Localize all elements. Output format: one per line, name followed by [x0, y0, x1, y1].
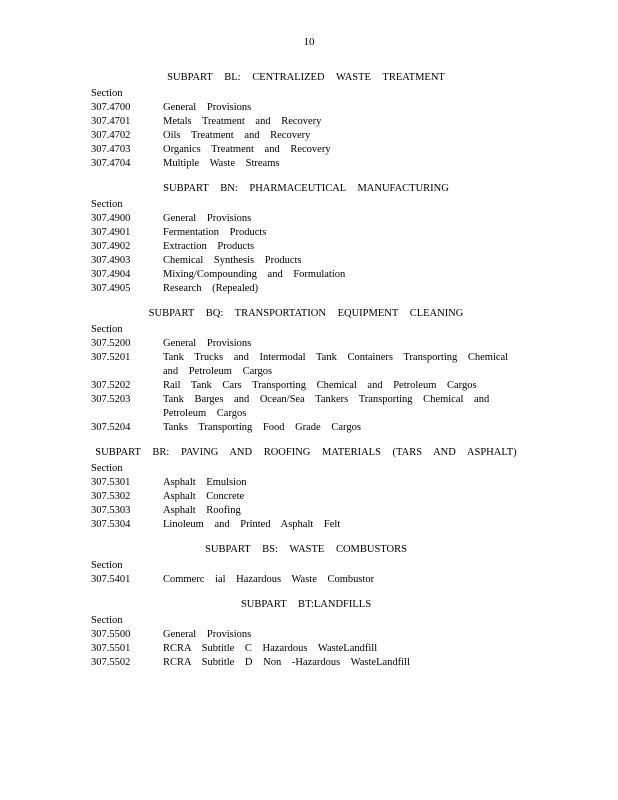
page-number: 10 [303, 36, 315, 48]
section-entry [91, 476, 521, 490]
section-entry [91, 393, 521, 421]
section-label: Section [91, 615, 123, 626]
section-number: 307.5401 [91, 574, 131, 585]
section-number: 307.4702 [91, 130, 131, 141]
section-number: 307.5201 [91, 352, 131, 363]
section-entry [91, 282, 521, 296]
section-number: 307.4903 [91, 255, 131, 266]
section-title: Tank Trucks and Intermodal Tank Containers Transporting Chemical and Petroleum Cargos [163, 352, 509, 377]
section-title: Extraction Products [163, 241, 255, 252]
section-number: 307.4905 [91, 283, 131, 294]
section-title: Asphalt Roofing [163, 505, 241, 516]
section-title: General Provisions [163, 213, 252, 224]
section-number: 307.4901 [91, 227, 131, 238]
subpart-bl [91, 71, 521, 171]
section-entry [91, 157, 521, 171]
section-title: Mixing/Compounding and Formulation [163, 269, 346, 280]
section-number: 307.5203 [91, 394, 131, 405]
section-title: Rail Tank Cars Transporting Chemical and Petroleum Cargos [163, 380, 477, 391]
section-title: Tanks Transporting Food Grade Cargos [163, 422, 361, 433]
section-entry [91, 115, 521, 129]
subpart-heading: SUBPART BR: PAVING AND ROOFING MATERIALS (TARS AND ASPHALT) [95, 447, 517, 458]
section-title: General Provisions [163, 629, 252, 640]
section-title: General Provisions [163, 102, 252, 113]
section-label: Section [91, 463, 123, 474]
section-label: Section [91, 324, 123, 335]
section-entry [91, 337, 521, 351]
section-entry [91, 240, 521, 254]
section-number: 307.4700 [91, 102, 131, 113]
section-number: 307.4704 [91, 158, 131, 169]
section-title: Commerc ial Hazardous Waste Combustor [163, 574, 375, 585]
section-entry [91, 212, 521, 226]
section-number: 307.4900 [91, 213, 131, 224]
subpart-br [91, 446, 521, 532]
section-number: 307.5202 [91, 380, 131, 391]
section-entry [91, 379, 521, 393]
subpart-bt [91, 598, 521, 670]
section-number: 307.4902 [91, 241, 131, 252]
section-number: 307.4701 [91, 116, 131, 127]
section-title: Tank Barges and Ocean/Sea Tankers Transporting Chemical and Petroleum Cargos [163, 394, 490, 419]
subpart-heading: SUBPART BL: CENTRALIZED WASTE TREATMENT [167, 72, 445, 83]
section-entry [91, 351, 521, 379]
section-number: 307.5304 [91, 519, 131, 530]
section-title: Fermentation Products [163, 227, 267, 238]
section-title: Oils Treatment and Recovery [163, 130, 311, 141]
section-title: General Provisions [163, 338, 252, 349]
section-entry [91, 642, 521, 656]
section-entry [91, 129, 521, 143]
section-number: 307.4703 [91, 144, 131, 155]
section-number: 307.5502 [91, 657, 131, 668]
section-number: 307.5200 [91, 338, 131, 349]
subpart-bs [91, 543, 521, 587]
section-number: 307.4904 [91, 269, 131, 280]
section-number: 307.5204 [91, 422, 131, 433]
section-number: 307.5302 [91, 491, 131, 502]
document-body [91, 71, 521, 670]
section-entry [91, 226, 521, 240]
section-title: Asphalt Emulsion [163, 477, 247, 488]
subpart-heading: SUBPART BS: WASTE COMBUSTORS [205, 544, 407, 555]
section-title: RCRA Subtitle C Hazardous WasteLandfill [163, 643, 378, 654]
section-entry [91, 268, 521, 282]
section-title: RCRA Subtitle D Non -Hazardous WasteLandfill [163, 657, 410, 668]
section-entry [91, 504, 521, 518]
section-number: 307.5301 [91, 477, 131, 488]
section-title: Asphalt Concrete [163, 491, 245, 502]
section-label: Section [91, 88, 123, 99]
subpart-bq [91, 307, 521, 435]
subpart-heading: SUBPART BQ: TRANSPORTATION EQUIPMENT CLEANING [148, 308, 464, 319]
section-title: Metals Treatment and Recovery [163, 116, 322, 127]
section-entry [91, 421, 521, 435]
section-entry [91, 628, 521, 642]
section-entry [91, 254, 521, 268]
subpart-heading: SUBPART BT:LANDFILLS [240, 599, 372, 610]
section-entry [91, 101, 521, 115]
section-title: Organics Treatment and Recovery [163, 144, 331, 155]
section-entry [91, 656, 521, 670]
section-title: Linoleum and Printed Asphalt Felt [163, 519, 341, 530]
section-entry [91, 490, 521, 504]
section-title: Multiple Waste Streams [163, 158, 280, 169]
section-entry [91, 518, 521, 532]
section-entry [91, 573, 521, 587]
section-label: Section [91, 560, 123, 571]
section-number: 307.5501 [91, 643, 131, 654]
section-number: 307.5303 [91, 505, 131, 516]
section-title: Chemical Synthesis Products [163, 255, 302, 266]
section-title: Research (Repealed) [163, 283, 259, 294]
subpart-heading: SUBPART BN: PHARMACEUTICAL MANUFACTURING [163, 183, 449, 194]
section-number: 307.5500 [91, 629, 131, 640]
subpart-bn [91, 182, 521, 296]
section-entry [91, 143, 521, 157]
section-label: Section [91, 199, 123, 210]
